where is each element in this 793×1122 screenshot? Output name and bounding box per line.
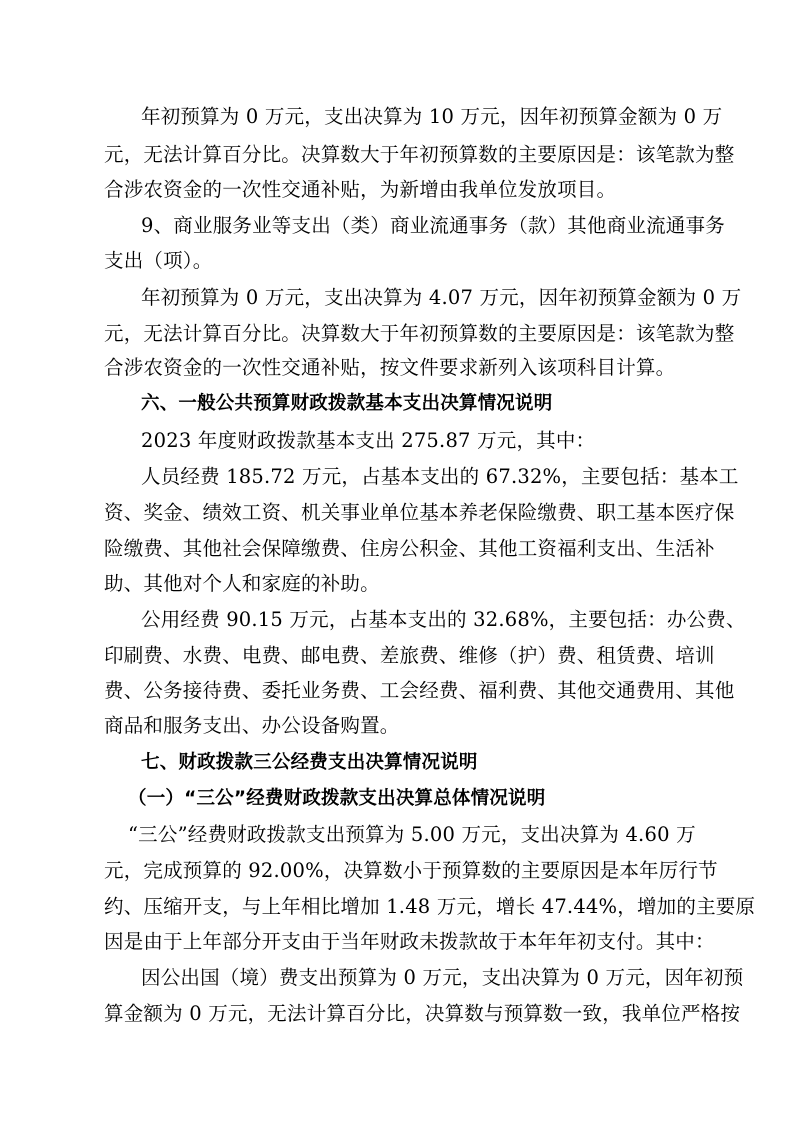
paragraph-line: 资、奖金、绩效工资、机关事业单位基本养老保险缴费、职工基本医疗保 <box>104 501 735 524</box>
paragraph-line: 因公出国（境）费支出预算为 0 万元，支出决算为 0 万元，因年初预 <box>141 966 744 989</box>
paragraph-line: 元，无法计算百分比。决算数大于年初预算数的主要原因是：该笔款为整 <box>104 143 735 166</box>
paragraph-line: 因是由于上年部分开支由于当年财政未拨款故于本年年初支付。其中： <box>104 930 715 953</box>
section-heading: 六、一般公共预算财政拨款基本支出决算情况说明 <box>141 393 553 414</box>
paragraph-line: 9、商业服务业等支出（类）商业流通事务（款）其他商业流通事务 <box>141 214 725 237</box>
section-heading: 七、财政拨款三公经费支出决算情况说明 <box>141 752 478 773</box>
paragraph-line: 商品和服务支出、办公设备购置。 <box>104 714 400 737</box>
paragraph-line: 约、压缩开支，与上年相比增加 1.48 万元，增长 47.44%，增加的主要原 <box>104 895 756 918</box>
paragraph-line: 合涉农资金的一次性交通补贴，为新增由我单位发放项目。 <box>104 178 617 201</box>
paragraph-line: 算金额为 0 万元，无法计算百分比，决算数与预算数一致，我单位严格按 <box>104 1002 741 1025</box>
paragraph-line: 2023 年度财政拨款基本支出 275.87 万元，其中： <box>141 429 596 452</box>
paragraph-line: 险缴费、其他社会保障缴费、住房公积金、其他工资福利支出、生活补 <box>104 537 715 560</box>
paragraph-line: 人员经费 185.72 万元，占基本支出的 67.32%，主要包括：基本工 <box>141 465 739 488</box>
paragraph-line: 元，完成预算的 92.00%，决算数小于预算数的主要原因是本年厉行节 <box>104 859 718 882</box>
paragraph-line: 年初预算为 0 万元，支出决算为 4.07 万元，因年初预算金额为 0 万 <box>141 286 742 309</box>
paragraph-line: 元，无法计算百分比。决算数大于年初预算数的主要原因是：该笔款为整 <box>104 322 735 345</box>
paragraph-line: 年初预算为 0 万元，支出决算为 10 万元，因年初预算金额为 0 万 <box>141 105 723 128</box>
paragraph-line: 印刷费、水费、电费、邮电费、差旅费、维修（护）费、租赁费、培训 <box>104 644 715 667</box>
paragraph-line: 合涉农资金的一次性交通补贴，按文件要求新列入该项科目计算。 <box>104 356 676 379</box>
paragraph-line: 费、公务接待费、委托业务费、工会经费、福利费、其他交通费用、其他 <box>104 679 735 702</box>
paragraph-line: 公用经费 90.15 万元，占基本支出的 32.68%，主要包括：办公费、 <box>141 608 746 631</box>
paragraph-line: 助、其他对个人和家庭的补助。 <box>104 572 380 595</box>
paragraph-line: 支出（项）。 <box>104 249 213 272</box>
subsection-heading: （一）“三公”经费财政拨款支出决算总体情况说明 <box>128 788 546 809</box>
paragraph-line: “三公”经费财政拨款支出预算为 5.00 万元，支出决算为 4.60 万 <box>128 823 696 846</box>
